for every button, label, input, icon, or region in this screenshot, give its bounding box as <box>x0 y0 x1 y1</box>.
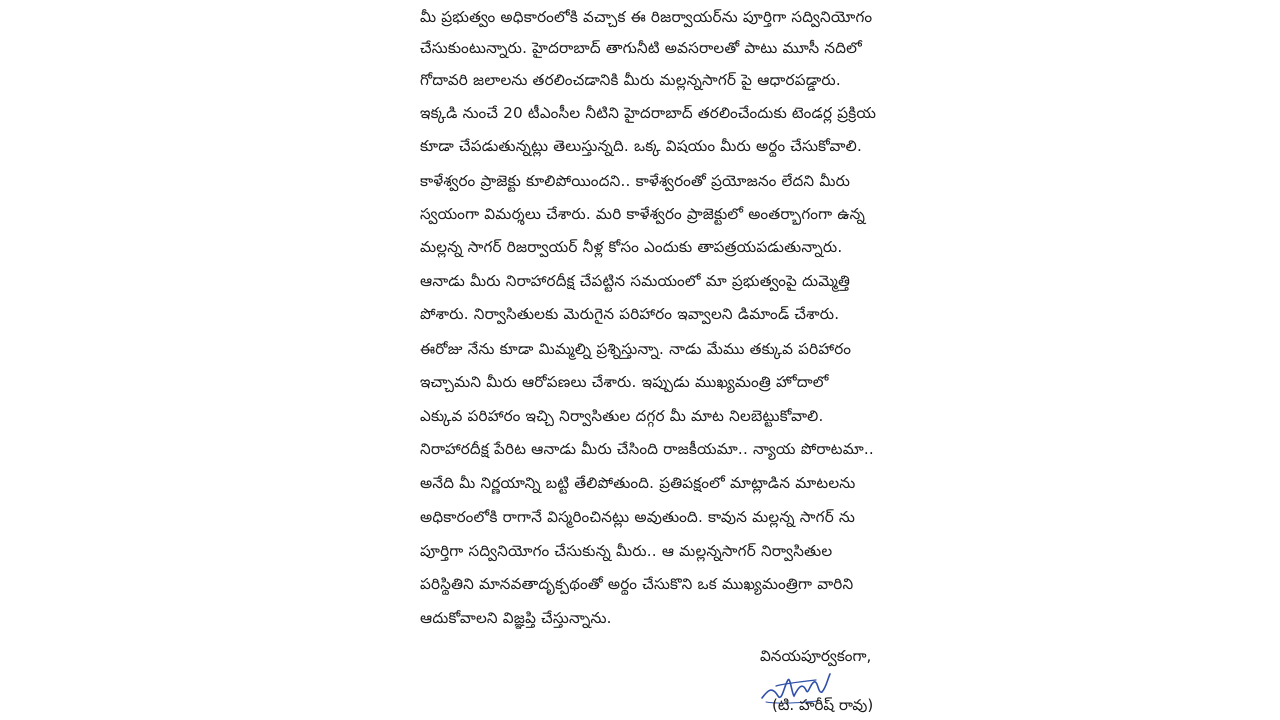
letter-line-6: కాళేశ్వరం ప్రాజెక్టు కూలిపోయిందని.. కాళేశ్వరంతో ప్రయోజనం లేదని మీరు <box>420 172 851 190</box>
letter-line-15: అనేది మీ నిర్ణయాన్ని బట్టి తేలిపోతుంది. ప్రతిపక్షంలో మాట్లాడిన మాటలను <box>420 474 856 492</box>
letter-line-13: ఎక్కువ పరిహారం ఇచ్చి నిర్వాసితుల దగ్గర మీ మాట నిలబెట్టుకోవాలి. <box>420 407 824 425</box>
signatory-name: (టి. హరీష్ రావు) <box>772 696 874 714</box>
letter-line-4: ఇక్కడి నుంచే 20 టీఎంసీల నీటిని హైదరాబాద్ తరలించేందుకు టెండర్ల ప్రక్రియ <box>420 104 877 122</box>
letter-line-10: పోశారు. నిర్వాసితులకు మెరుగైన పరిహారం ఇవ్వాలని డిమాండ్ చేశారు. <box>420 305 840 323</box>
letter-line-11: ఈరోజు నేను కూడా మిమ్మల్ని ప్రశ్నిస్తున్నా. నాడు మేము తక్కువ పరిహారం <box>420 340 852 358</box>
letter-line-7: స్వయంగా విమర్శలు చేశారు. మరి కాళేశ్వరం ప్రాజెక్టులో అంతర్భాగంగా ఉన్న <box>420 205 866 223</box>
letter-line-5: కూడా చేపడుతున్నట్లు తెలుస్తున్నది. ఒక్క విషయం మీరు అర్థం చేసుకోవాలి. <box>420 137 862 155</box>
letter-line-3: గోదావరి జలాలను తరలించడానికి మీరు మల్లన్నసాగర్ పై ఆధారపడ్డారు. <box>420 71 841 89</box>
letter-line-17: పూర్తిగా సద్వినియోగం చేసుకున్న మీరు.. ఆ మల్లన్నసాగర్ నిర్వాసితుల <box>420 542 833 560</box>
letter-line-12: ఇచ్చామని మీరు ఆరోపణలు చేశారు. ఇప్పుడు ముఖ్యమంత్రి హోదాలో <box>420 373 829 391</box>
letter-line-16: అధికారంలోకి రాగానే విస్మరించినట్లు అవుతుంది. కావున మల్లన్న సాగర్ ను <box>420 508 856 526</box>
letter-line-19: ఆదుకోవాలని విజ్ఞప్తి చేస్తున్నాను. <box>420 609 612 627</box>
letter-line-1: మీ ప్రభుత్వం అధికారంలోకి వచ్చాక ఈ రిజర్వాయర్‌ను పూర్తిగా సద్వినియోగం <box>420 8 873 26</box>
closing-salutation: వినయపూర్వకంగా, <box>760 647 872 665</box>
letter-line-14: నిరాహారదీక్ష పేరిట ఆనాడు మీరు చేసింది రాజకీయమా.. న్యాయ పోరాటమా.. <box>420 440 874 458</box>
letter-line-9: ఆనాడు మీరు నిరాహారదీక్ష చేపట్టిన సమయంలో మా ప్రభుత్వంపై దుమ్మెత్తి <box>420 272 851 290</box>
letter-line-18: పరిస్థితిని మానవతాదృక్పథంతో అర్థం చేసుకొని ఒక ముఖ్యమంత్రిగా వారిని <box>420 575 854 593</box>
letter-line-2: చేసుకుంటున్నారు. హైదరాబాద్ తాగునీటి అవసరాలతో పాటు మూసీ నదిలో <box>420 39 862 57</box>
letter-line-8: మల్లన్న సాగర్ రిజర్వాయర్ నీళ్ల కోసం ఎందుకు తాపత్రయపడుతున్నారు. <box>420 238 843 256</box>
letter-sheet <box>392 0 892 720</box>
